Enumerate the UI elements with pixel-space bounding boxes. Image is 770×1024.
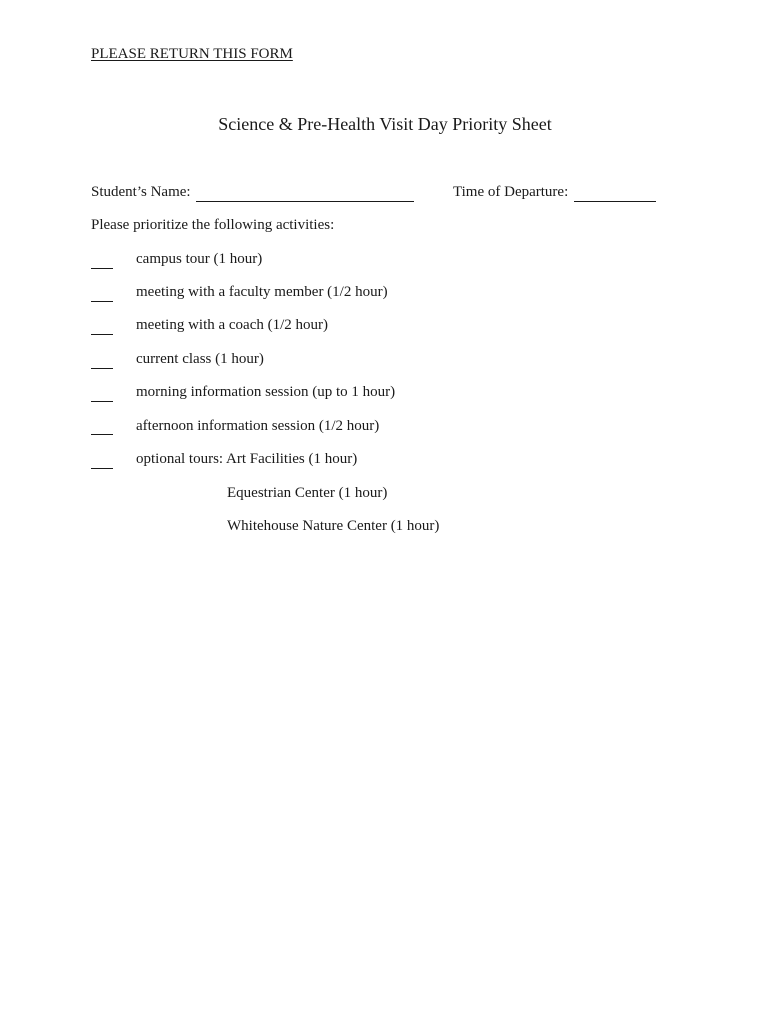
activity-morning-session: morning information session (up to 1 hour) (136, 384, 396, 400)
student-name-label: Student’s Name: (91, 184, 191, 200)
activity-campus-tour: campus tour (1 hour) (136, 251, 263, 267)
priority-blank-current-class[interactable] (91, 368, 113, 369)
priority-blank-campus-tour[interactable] (91, 268, 113, 269)
priority-blank-coach-meeting[interactable] (91, 334, 113, 335)
optional-tour-equestrian: Equestrian Center (1 hour) (227, 485, 388, 501)
activity-afternoon-session: afternoon information session (1/2 hour) (136, 418, 380, 434)
priority-blank-morning-session[interactable] (91, 401, 113, 402)
activity-optional-tours: optional tours: Art Facilities (1 hour) (136, 451, 358, 467)
activity-current-class: current class (1 hour) (136, 351, 264, 367)
student-name-field[interactable] (196, 201, 414, 202)
priority-blank-faculty-meeting[interactable] (91, 301, 113, 302)
departure-time-label: Time of Departure: (453, 184, 569, 200)
departure-time-field[interactable] (574, 201, 656, 202)
activity-coach-meeting: meeting with a coach (1/2 hour) (136, 317, 329, 333)
activity-faculty-meeting: meeting with a faculty member (1/2 hour) (136, 284, 388, 300)
return-notice: PLEASE RETURN THIS FORM (91, 46, 293, 62)
instructions-text: Please prioritize the following activities: (91, 217, 335, 233)
priority-blank-afternoon-session[interactable] (91, 434, 113, 435)
optional-tour-nature-center: Whitehouse Nature Center (1 hour) (227, 518, 440, 534)
priority-blank-optional-tours[interactable] (91, 468, 113, 469)
form-title: Science & Pre-Health Visit Day Priority Sheet (218, 114, 552, 134)
